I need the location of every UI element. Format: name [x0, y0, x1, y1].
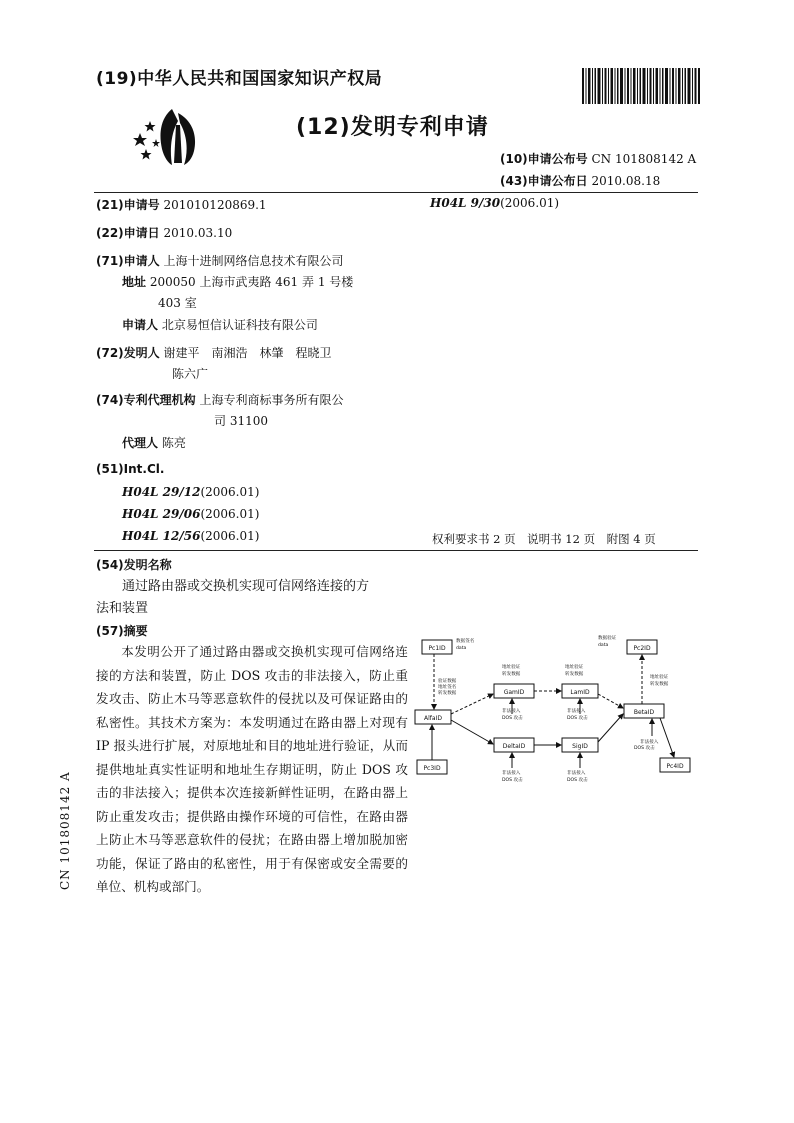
- publication-number-value: CN 101808142 A: [591, 152, 697, 166]
- ipc-main: [430, 196, 559, 210]
- label-alfa-b: 地址签名: [438, 685, 457, 690]
- agency-line1: 上海专利商标事务所有限公: [199, 393, 344, 407]
- page-counts: 权利要求书 2 页 说明书 12 页 附图 4 页: [432, 532, 656, 546]
- publication-date: [500, 172, 660, 189]
- network-diagram: [412, 632, 712, 802]
- node-pc1: Pc1ID: [428, 645, 446, 652]
- node-lam: LamID: [570, 689, 590, 696]
- application-number-label: (21)申请号: [96, 198, 160, 212]
- label-illegal: 非法接入: [502, 709, 521, 714]
- inventors-line1: 谢建平 南湘浩 林肇 程晓卫: [163, 346, 332, 360]
- node-pc4: Pc4ID: [666, 763, 684, 770]
- agency: [96, 391, 344, 408]
- intcl-year: (2006.01): [200, 507, 260, 521]
- office-name: (19)中华人民共和国国家知识产权局: [96, 69, 383, 89]
- bib-divider: [94, 550, 698, 551]
- node-sig: SigID: [572, 743, 588, 750]
- address-line1: 200050 上海市武夷路 461 弄 1 号楼: [149, 275, 354, 289]
- label-alfa-c: 转发数据: [438, 691, 457, 696]
- invention-title-label-text: (54)发明名称: [96, 558, 172, 572]
- abstract-label-text: (57)摘要: [96, 624, 148, 638]
- node-alfa: AlfaID: [424, 715, 442, 722]
- publication-date-value: 2010.08.18: [591, 174, 661, 188]
- publication-number-label: (10)申请公布号: [500, 152, 588, 166]
- publication-number: [500, 150, 696, 167]
- barcode: [582, 68, 700, 104]
- address-line2: 403 室: [158, 296, 197, 310]
- applicant-value: 上海十进制网络信息技术有限公司: [163, 254, 344, 268]
- filing-date-value: 2010.03.10: [163, 226, 233, 240]
- filing-date-label: (22)申请日: [96, 226, 160, 240]
- applicant: [96, 252, 344, 269]
- applicant2-value: 北京易恒信认证科技有限公司: [161, 318, 318, 332]
- address: [122, 273, 353, 290]
- label-beta-a: 地址验证: [650, 675, 669, 680]
- node-pc2: Pc2ID: [633, 645, 651, 652]
- sidebar-publication-number: CN 101808142 A: [58, 771, 72, 890]
- agent-value: 陈亮: [161, 436, 186, 450]
- applicant2: [122, 316, 318, 333]
- label-illegal: 非法接入: [567, 709, 586, 714]
- intcl-code: H04L 12/56: [122, 529, 201, 543]
- label-illegal: 非法接入: [502, 771, 521, 776]
- intcl-code: H04L 29/06: [122, 507, 201, 521]
- invention-title-line2: 法和装置: [96, 601, 149, 616]
- agent-label: 代理人: [122, 436, 159, 450]
- label-lam-a: 地址验证: [565, 665, 584, 670]
- agency-line2: 司 31100: [214, 414, 268, 428]
- inventors-line2: 陈六广: [172, 367, 209, 381]
- label-alfa-a: 验证数据: [438, 679, 457, 684]
- application-number-value: 201010120869.1: [163, 198, 267, 212]
- intcl-code: H04L 29/12: [122, 485, 201, 499]
- invention-title-line1: 通过路由器或交换机实现可信网络连接的方: [122, 579, 370, 594]
- application-number: [96, 196, 267, 213]
- node-delta: DeltaID: [502, 743, 526, 750]
- node-gam: GamID: [503, 689, 525, 696]
- ipc-main-year: (2006.01): [500, 196, 560, 210]
- label-verify: 数据验证: [598, 636, 617, 641]
- document-type: (12)发明专利申请: [296, 115, 489, 140]
- inventors-label: (72)发明人: [96, 346, 160, 360]
- abstract: [96, 640, 408, 899]
- intcl-label: [96, 462, 164, 476]
- intcl-year: (2006.01): [200, 485, 260, 499]
- label-data2: data: [598, 643, 609, 648]
- label-gam-a: 地址验证: [502, 665, 521, 670]
- address-label: 地址: [122, 275, 147, 289]
- label-dos: DOS 攻击: [567, 778, 588, 783]
- intcl-label-text: (51)Int.Cl.: [96, 462, 165, 476]
- label-illegal: 非法接入: [567, 771, 586, 776]
- header-divider: [94, 192, 698, 193]
- label-beta-b: 转发数据: [650, 682, 669, 687]
- applicant2-label: 申请人: [122, 318, 159, 332]
- abstract-label: [96, 622, 148, 639]
- intcl-year: (2006.01): [200, 529, 260, 543]
- label-dos: DOS 攻击: [502, 778, 523, 783]
- applicant-label: (71)申请人: [96, 254, 160, 268]
- agency-label: (74)专利代理机构: [96, 393, 196, 407]
- ipc-main-code: H04L 9/30: [430, 196, 501, 210]
- label-lam-b: 转发数据: [565, 672, 584, 677]
- publication-date-label: (43)申请公布日: [500, 174, 588, 188]
- label-gam-b: 转发数据: [502, 672, 521, 677]
- inventors: [96, 344, 332, 361]
- label-dos: DOS 攻击: [502, 716, 523, 721]
- intcl-entry: [122, 507, 259, 521]
- label-dos: DOS 攻击: [567, 716, 588, 721]
- label-illegal: 非法接入: [640, 740, 659, 745]
- invention-title-label: [96, 556, 172, 573]
- agent: [122, 434, 186, 451]
- label-sign: 数据签名: [456, 639, 475, 644]
- node-pc3: Pc3ID: [423, 765, 441, 772]
- filing-date: [96, 224, 232, 241]
- abstract-text: 本发明公开了通过路由器或交换机实现可信网络连接的方法和装置，防止 DOS 攻击的非法接入，防止重发攻击、防止木马等恶意软件的侵扰以及可保证路由的私密性。其技术方案为：本发明通过在路由器上对现有 IP 报头进行扩展，对原地址和目的地址进行验证，从而提供地址真实性证明和地址生存期证明，防止 DOS 攻击的非法接入；提供本次连接新鲜性证明，在路由器上防止重发攻击；提供路由操作环境的可信性，在路由器上防止木马等恶意软件的侵扰；在路由器上增加脱加密功能，保证了路由的私密性，用于有保密或安全需要的单位、机构或部门。: [96, 644, 408, 894]
- sipo-logo: [132, 105, 210, 167]
- node-beta: BetaID: [633, 709, 655, 716]
- intcl-entry: [122, 485, 259, 499]
- label-data1: data: [456, 646, 467, 651]
- label-dos: DOS 攻击: [634, 746, 655, 751]
- intcl-entry: [122, 529, 259, 543]
